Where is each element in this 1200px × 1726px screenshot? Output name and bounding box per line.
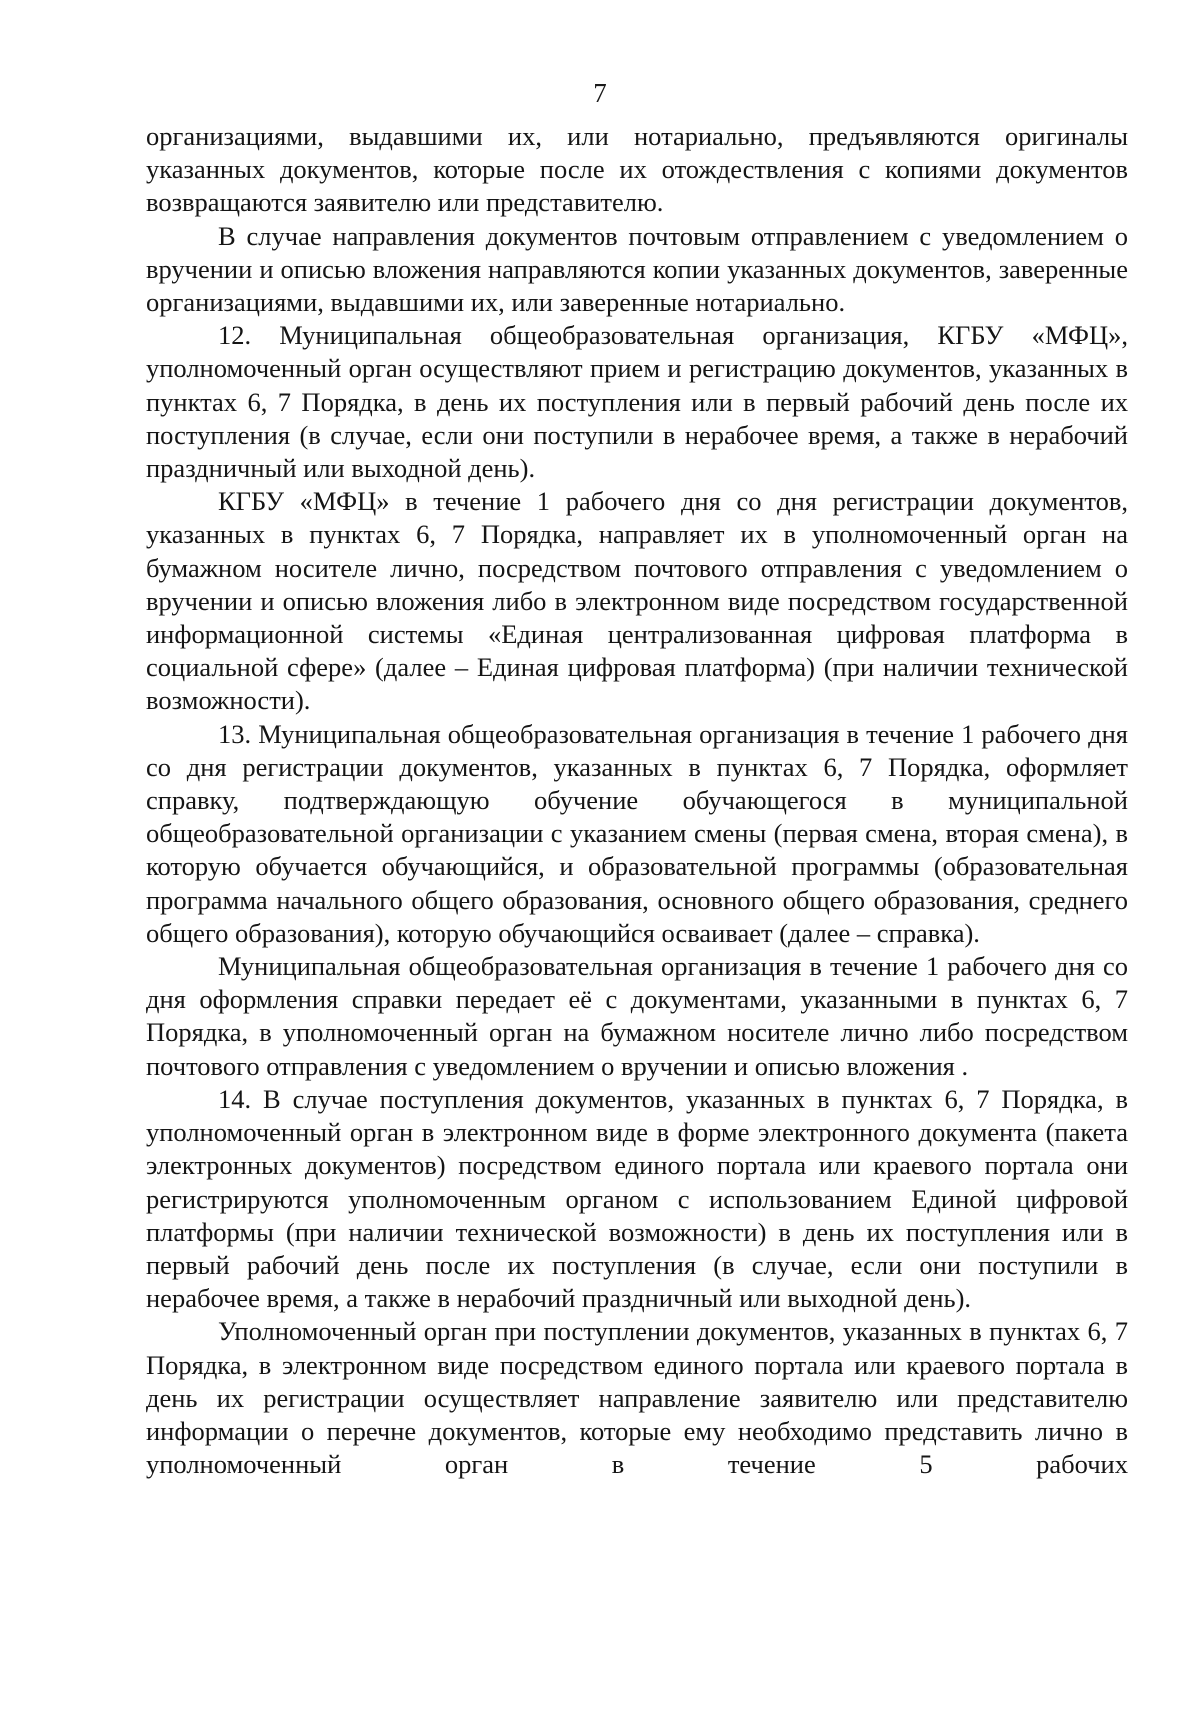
paragraph: Муниципальная общеобразовательная организация в течение 1 рабочего дня со дня оформления справки передает её с документами, указанными в пунктах 6, 7 Порядка, в уполномоченный орган на бумажном носителе лично либо посредством почтового отправления с уведомлением о вручении и описью вложения . — [146, 951, 1128, 1081]
page-number: 7 — [593, 78, 607, 108]
paragraph: 13. Муниципальная общеобразовательная организация в течение 1 рабочего дня со дня регистрации документов, указанных в пунктах 6, 7 Порядка, оформляет справку, подтверждающую обучение обучающегося в муниципальной общеобразовательной организации с указанием смены (первая смена, вторая смена), в которую обучается обучающийся, и образовательной программы (образовательная программа начального общего образования, основного общего образования, среднего общего образования), которую обучающийся осваивает (далее – справка). — [146, 718, 1128, 948]
paragraph: 14. В случае поступления документов, указанных в пунктах 6, 7 Порядка, в уполномоченный орган в электронном виде в форме электронного документа (пакета электронных документов) посредством единого портала или краевого портала они регистрируются уполномоченным органом с использованием Единой цифровой платформы (при наличии технической возможности) в день их поступления или в первый рабочий день после их поступления (в случае, если они поступили в нерабочее время, а также в нерабочий праздничный или выходной день). — [146, 1083, 1128, 1314]
paragraph: КГБУ «МФЦ» в течение 1 рабочего дня со дня регистрации документов, указанных в пунктах 6, 7 Порядка, направляет их в уполномоченный орган на бумажном носителе лично, посредством почтового отправления с уведомлением о вручении и описью вложения либо в электронном виде посредством государственной информационной системы «Единая централизованная цифровая платформа в социальной сфере» (далее – Единая цифровая платформа) (при наличии технической возможности). — [146, 486, 1128, 716]
document-body — [146, 120, 1128, 1481]
paragraph: 12. Муниципальная общеобразовательная организация, КГБУ «МФЦ», уполномоченный орган осуществляют прием и регистрацию документов, указанных в пунктах 6, 7 Порядка, в день их поступления или в первый рабочий день после их поступления (в случае, если они поступили в нерабочее время, а также в нерабочий праздничный или выходной день). — [146, 320, 1128, 484]
paragraph: Уполномоченный орган при поступлении документов, указанных в пунктах 6, 7 Порядка, в электронном виде посредством единого портала или краевого портала в день их регистрации осуществляет направление заявителю или представителю информации о перечне документов, которые ему необходимо представить лично в уполномоченный орган в течение 5 рабочих — [146, 1316, 1128, 1480]
paragraph: организациями, выдавшими их, или нотариально, предъявляются оригиналы указанных документов, которые после их отождествления с копиями документов возвращаются заявителю или представителю. — [146, 121, 1128, 218]
paragraph: В случае направления документов почтовым отправлением с уведомлением о вручении и описью вложения направляются копии указанных документов, заверенные организациями, выдавшими их, или заверенные нотариально. — [146, 220, 1128, 318]
